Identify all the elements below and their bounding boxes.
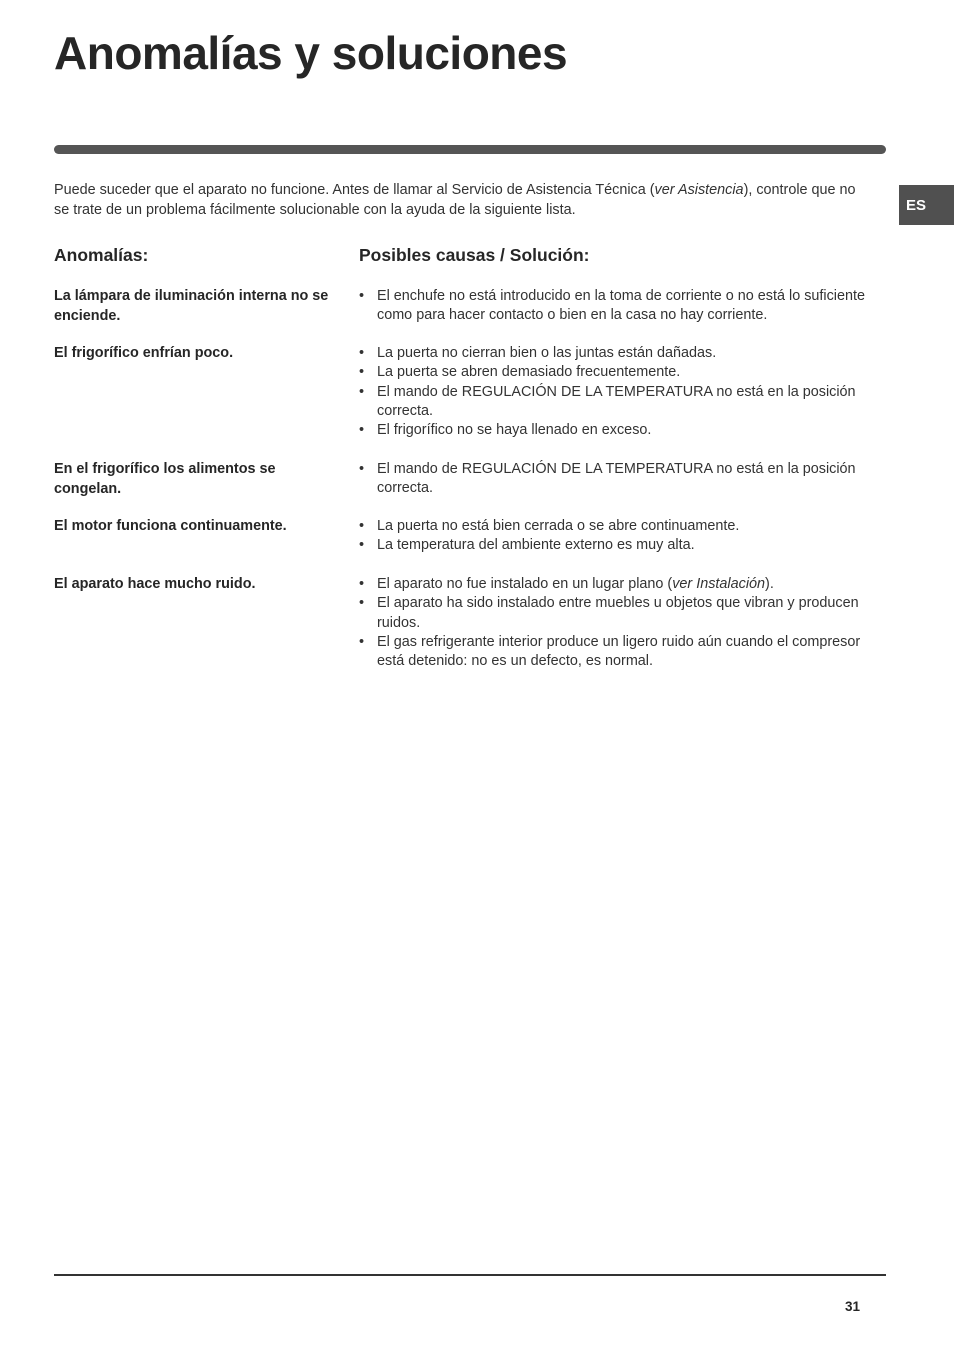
causes-list (359, 460, 879, 499)
causes-list (359, 287, 879, 326)
cause-text: La puerta no está bien cerrada o se abre continuamente. (377, 518, 740, 534)
cause-text: El aparato ha sido instalado entre muebles u objetos que vibran y producen ruidos. (377, 595, 859, 631)
language-tab-label: ES (906, 196, 927, 214)
cause-text: El mando de REGULACIÓN DE LA TEMPERATURA no está en la posición correcta. (377, 383, 856, 419)
anomaly-label: El frigorífico enfrían poco. (54, 345, 234, 361)
cause-text: La puerta se abren demasiado frecuentemente. (377, 364, 681, 381)
bullet-icon: • (359, 422, 365, 439)
bullet-icon: • (359, 364, 365, 381)
anomaly-label: En el frigorífico los alimentos se congelan. (54, 461, 276, 497)
cause-item (359, 536, 879, 555)
cause-item (359, 383, 879, 422)
cause-text: La puerta no cierran bien o las juntas están dañadas. (377, 345, 717, 361)
cause-item (359, 344, 879, 363)
anomalies-column-header: Anomalías: (54, 245, 149, 265)
cause-text: El gas refrigerante interior produce un ligero ruido aún cuando el compresor está detenido: no es un defecto, es normal. (377, 633, 861, 670)
cause-item (359, 460, 879, 499)
title-divider (54, 145, 886, 154)
bullet-icon: • (359, 518, 365, 534)
causes-list (359, 517, 879, 556)
bullet-icon: • (359, 576, 365, 592)
intro-text-before: Puede suceder que el aparato no funcione. Antes de llamar al Servicio de Asistencia Técnica ( (54, 182, 655, 198)
cause-item (359, 575, 879, 594)
bullet-icon: • (359, 537, 365, 554)
intro-reference-link: ver Asistencia (654, 182, 744, 198)
anomaly-label: El motor funciona continuamente. (54, 518, 287, 534)
cause-item (359, 633, 879, 672)
cause-item (359, 363, 879, 382)
cause-text: El enchufe no está introducido en la toma de corriente o no está lo suficiente como para hacer contacto o bien en la casa no hay corriente. (377, 288, 865, 324)
cause-item (359, 421, 879, 440)
cause-item (359, 287, 879, 326)
footer-divider (54, 1274, 886, 1276)
bullet-icon: • (359, 595, 365, 612)
intro-paragraph (54, 181, 874, 220)
page-title: Anomalías y soluciones (54, 27, 568, 79)
bullet-icon: • (359, 288, 365, 304)
anomaly-label: La lámpara de iluminación interna no se enciende. (54, 288, 329, 324)
cause-text: El frigorífico no se haya llenado en exceso. (377, 422, 652, 439)
cause-text: La temperatura del ambiente externo es muy alta. (377, 537, 695, 554)
bullet-icon: • (359, 461, 365, 477)
causes-list (359, 575, 879, 671)
language-tab (899, 185, 954, 225)
anomaly-label: El aparato hace mucho ruido. (54, 576, 256, 592)
cause-reference-link: ver Instalación (672, 576, 766, 592)
cause-text-after: ). (765, 576, 774, 592)
causes-list (359, 344, 879, 440)
cause-item (359, 517, 879, 536)
intro-text-after: ), controle que no se trate de un problema fácilmente solucionable con la ayuda de la siguiente lista. (54, 182, 856, 218)
cause-text: El mando de REGULACIÓN DE LA TEMPERATURA no está en la posición correcta. (377, 461, 856, 497)
cause-text: El aparato no fue instalado en un lugar plano ( (377, 576, 673, 592)
bullet-icon: • (359, 383, 365, 400)
bullet-icon: • (359, 633, 365, 650)
bullet-icon: • (359, 345, 365, 361)
causes-column-header: Posibles causas / Solución: (359, 245, 590, 265)
page-number: 31 (845, 1299, 861, 1314)
cause-item (359, 594, 879, 633)
